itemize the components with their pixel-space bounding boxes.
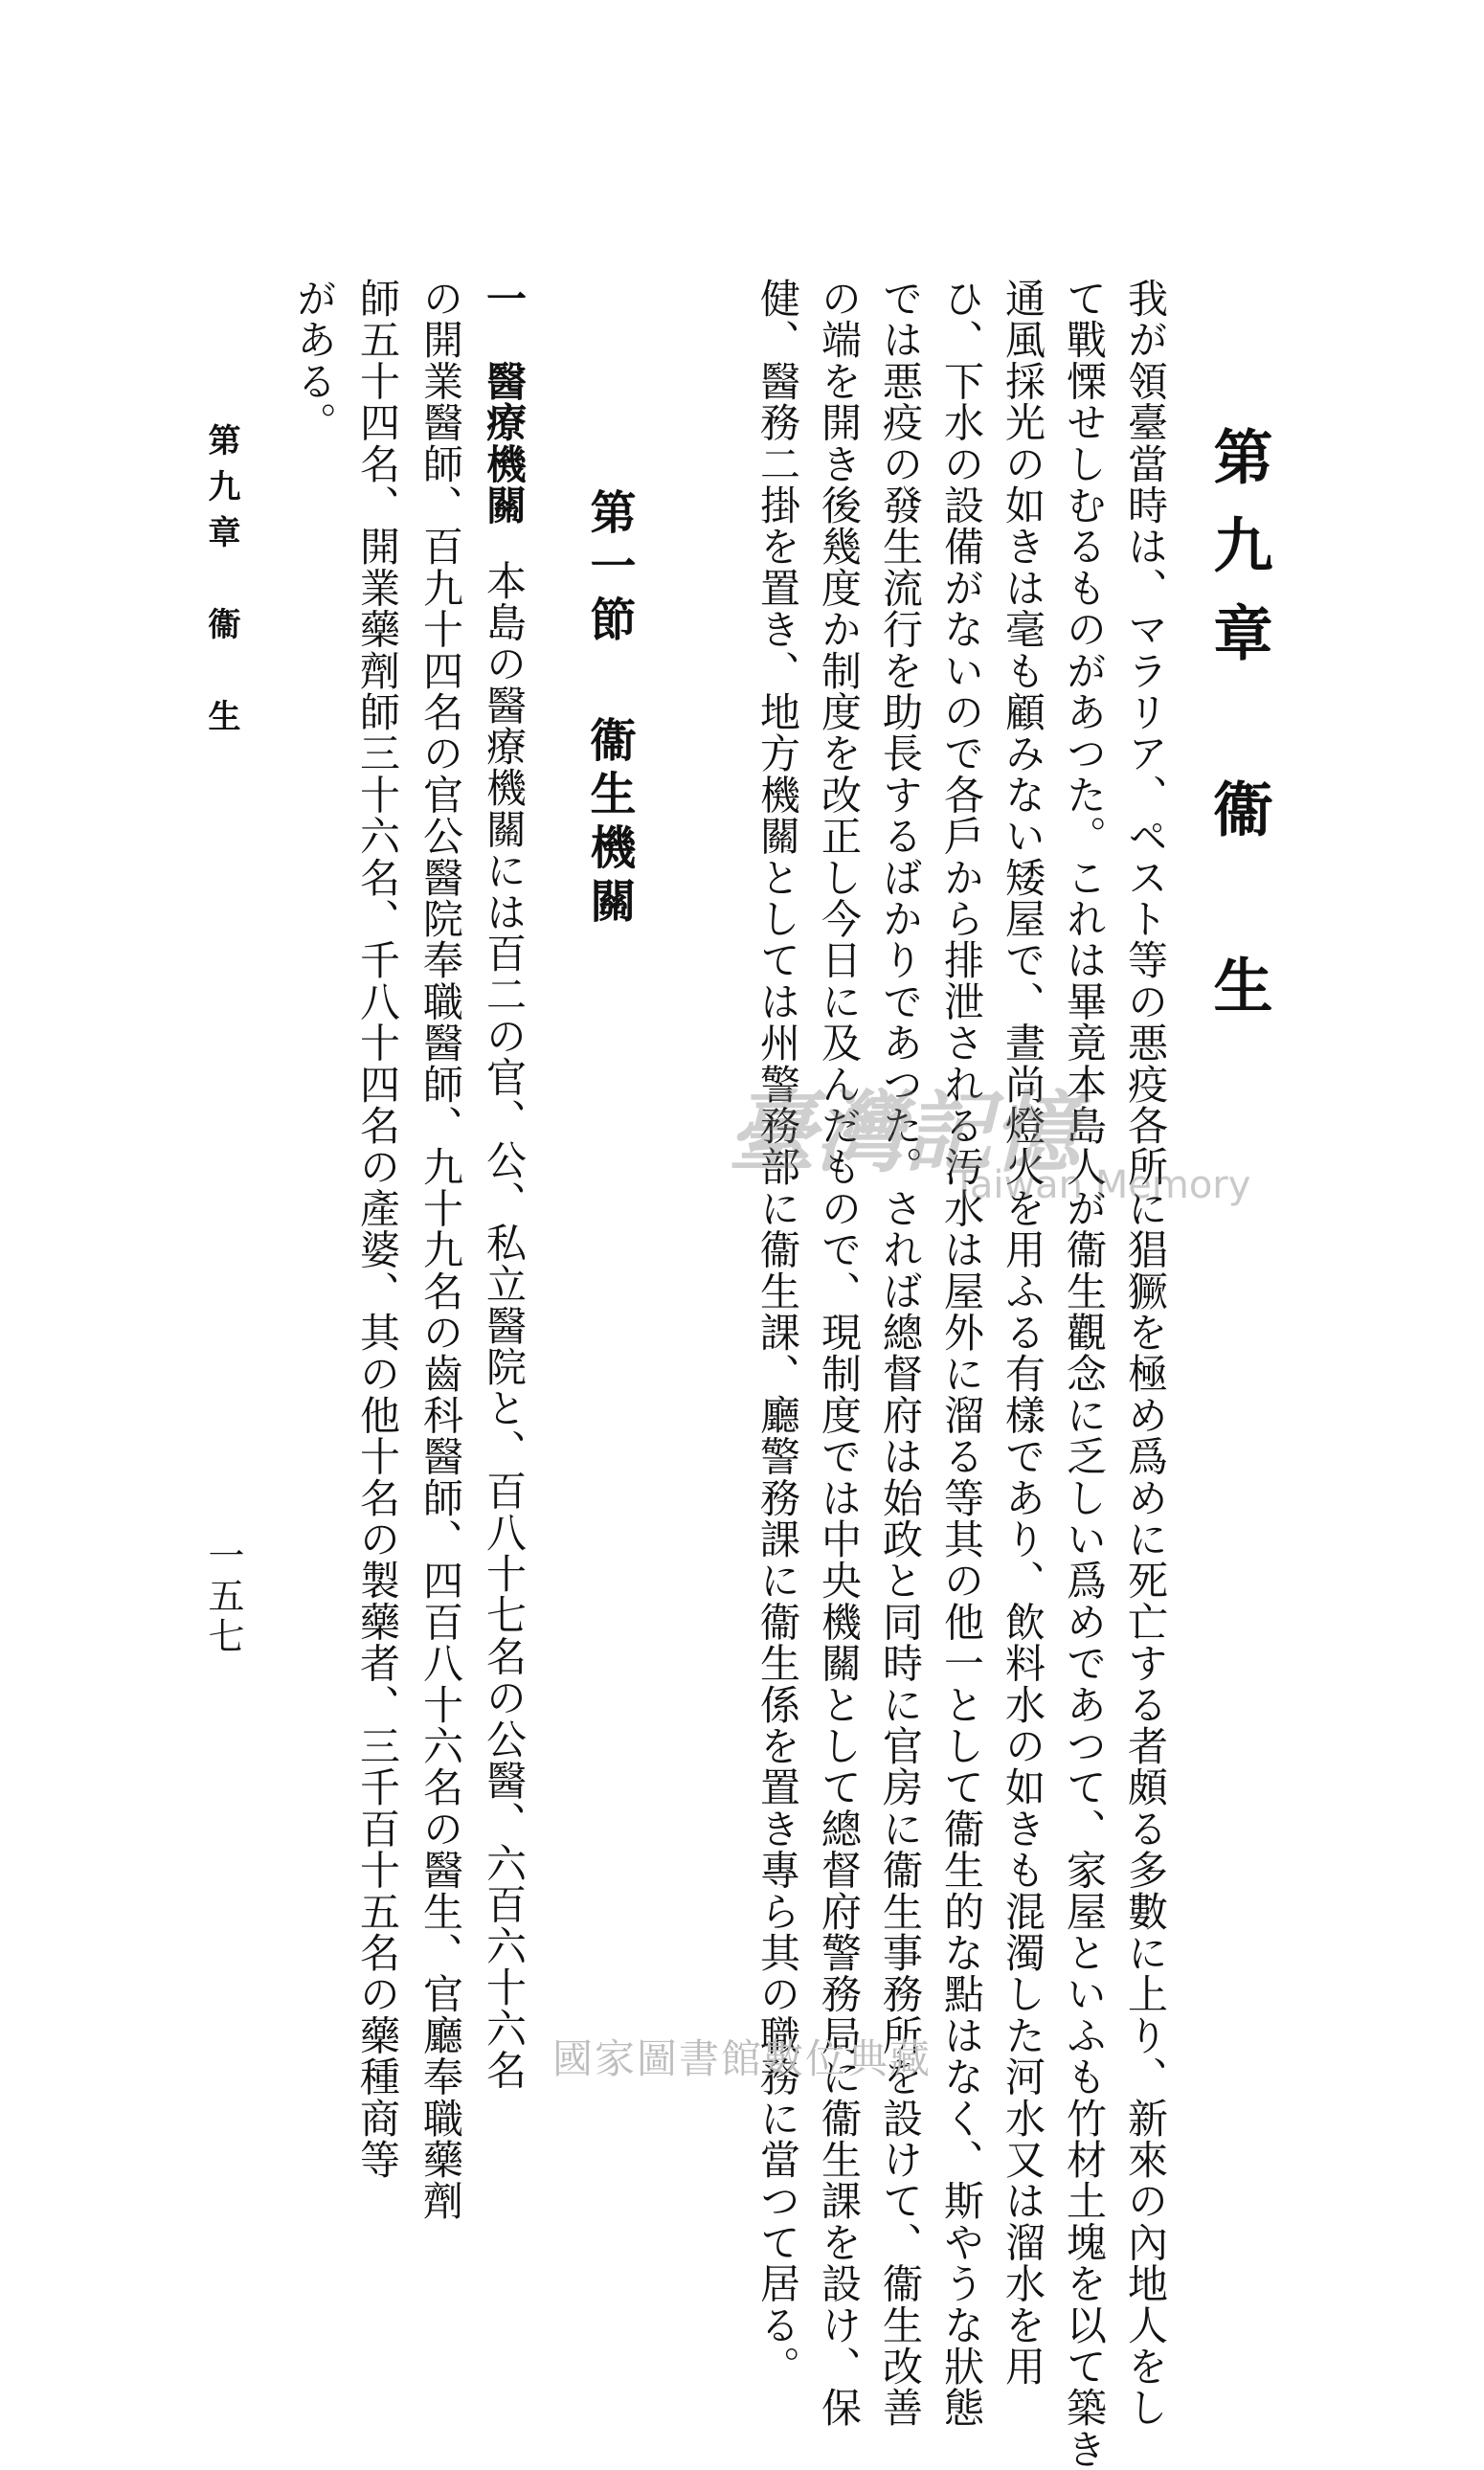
watermark-logo bbox=[728, 1063, 1251, 1225]
section-title: 衞生機關 bbox=[582, 716, 636, 931]
subsection-line: 本島の醫療機關には百二の官、公、私立醫院と、百八十七名の公醫、六百六十六名 bbox=[481, 560, 528, 2091]
footer-credit: 國家圖書館數位典藏 bbox=[551, 2035, 932, 2082]
watermark-latin: Taiwan Memory bbox=[953, 1163, 1251, 1207]
intro-line: 通風採光の如きは毫も顧みない矮屋で、晝尚燈火を用ふる有樣であり、飲料水の如きも混濁した河水又は溜水を用 bbox=[1000, 278, 1046, 2388]
subsection-first-line bbox=[472, 278, 535, 2091]
subsection-line: 師五十四名、開業藥劑師三十六名、千八十四名の產婆、其の他十名の製藥者、三千百十五名の藥種商等 bbox=[354, 278, 401, 2181]
subsection-medical-institutions bbox=[282, 278, 535, 2222]
intro-line: の端を開き後幾度か制度を改正し今日に及んだもので、現制度では中央機關として總督府警務局に衞生課を設け、保 bbox=[816, 278, 863, 2429]
watermark-script: 臺灣記憶 bbox=[728, 1081, 1081, 1184]
intro-line: 健、醫務二掛を置き、地方機關としては州警務部に衞生課、廳警務課に衞生係を置き專ら其の職務に當つて居る。 bbox=[754, 278, 801, 2388]
subsection-heading: 一 醫療機關 bbox=[481, 278, 528, 527]
subsection-line: がある。 bbox=[291, 278, 338, 443]
section-number: 第一節 bbox=[582, 488, 636, 649]
intro-line: て戰慄せしむるものがあつた。これは畢竟本島人が衞生觀念に乏しい爲めであつて、家屋といふも竹材土塊を以て築き bbox=[1061, 278, 1108, 2470]
intro-line: ひ、下水の設備がないので各戶から排泄される汚水は屋外に溜る等其の他一として衞生的な點はなく、斯やうな狀態 bbox=[938, 278, 985, 2429]
page-number: 一五七 bbox=[202, 1537, 244, 1657]
chapter-title: 第九章 衞 生 bbox=[1203, 426, 1273, 1043]
subsection-line: の開業醫師、百九十四名の官公醫院奉職醫師、九十九名の齒科醫師、四百八十六名の醫生、官廳奉職藥劑 bbox=[417, 278, 464, 2222]
intro-line: では悪疫の發生流行を助長するばかりであつた。されば總督府は始政と同時に官房に衞生事務所を設けて、衞生改善 bbox=[877, 278, 924, 2429]
running-head: 第九章 衞 生 bbox=[202, 423, 240, 745]
section-heading bbox=[582, 488, 636, 931]
intro-line: 我が領臺當時は、マラリア、ペスト等の悪疫各所に猖獗を極め爲めに死亡する者頗る多數に上り、新來の內地人をし bbox=[1122, 278, 1169, 2429]
